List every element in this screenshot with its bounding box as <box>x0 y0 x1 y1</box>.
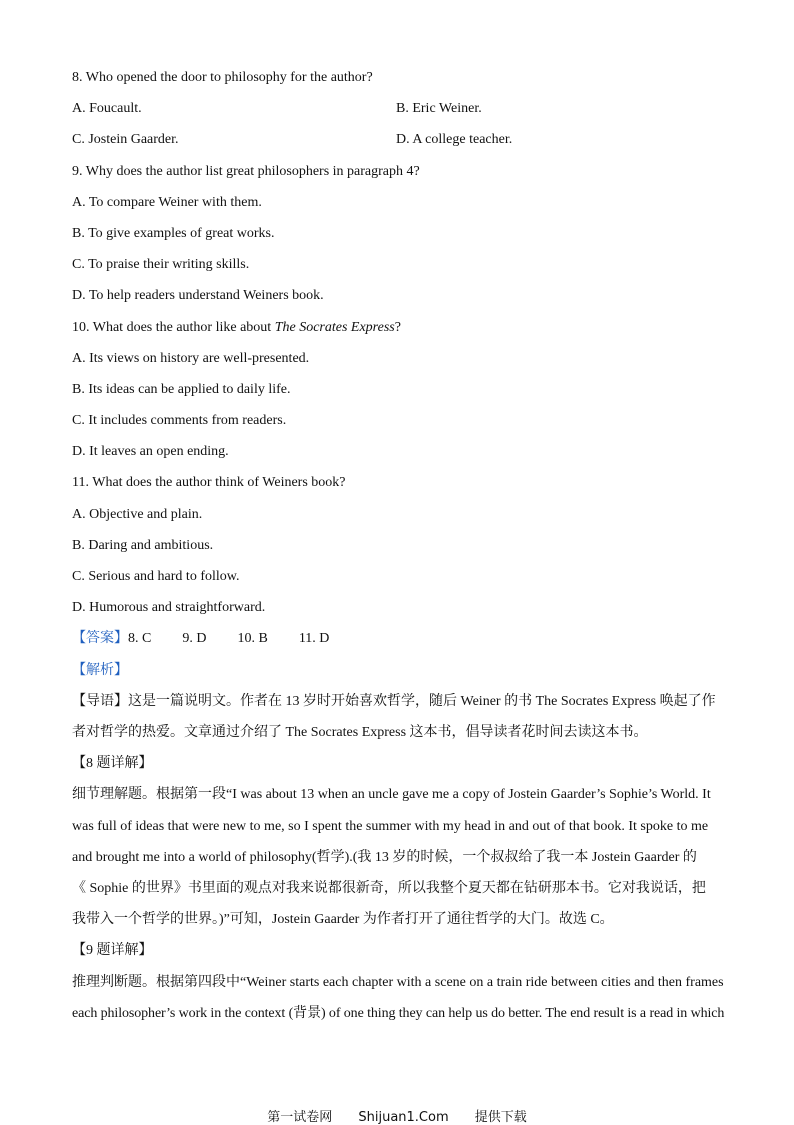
q8-detail-paragraph <box>72 779 724 935</box>
question-9-stem: 9. Why does the author list great philosophers in paragraph 4? <box>72 163 420 179</box>
question-11-option-d: D. Humorous and straightforward. <box>72 600 266 616</box>
question-8-option-d: D. A college teacher. <box>396 132 513 148</box>
q8-detail-line: was full of ideas that were new to me, so I spent the summer with my head in and out of that book. It spoke to me <box>72 818 709 834</box>
analysis-heading: 【解析】 <box>72 662 128 678</box>
question-9-option-a: A. To compare Weiner with them. <box>72 194 262 210</box>
question-9-option-c: C. To praise their writing skills. <box>72 257 250 273</box>
answer-key <box>72 623 724 654</box>
answer-item: 11. D <box>298 631 330 647</box>
q9-detail-line: each philosopher’s work in the context (背景) of one thing they can help us do better. The end result is a read in which <box>72 1005 725 1021</box>
question-10-stem-prefix: 10. What does the author like about <box>72 319 275 335</box>
q9-detail-paragraph <box>72 967 724 1029</box>
intro-line: 【导语】这是一篇说明文。作者在 13 岁时开始喜欢哲学，随后 Weiner 的书 The Socrates Express 唤起了作 <box>72 693 716 709</box>
intro-line: 者对哲学的热爱。文章通过介绍了 The Socrates Express 这本书，倡导读者花时间去读这本书。 <box>72 724 648 740</box>
document-page <box>72 62 724 1029</box>
question-11-option-c: C. Serious and hard to follow. <box>72 569 240 584</box>
q8-detail-line: and brought me into a world of philosophy(哲学).(我 13 岁的时候，一个叔叔给了我一本 Jostein Gaarder 的 <box>72 849 697 865</box>
q9-detail-line: 推理判断题。根据第四段中“Weiner starts each chapter with a scene on a train ride between cities and then frames <box>72 974 724 990</box>
question-11-option-b: B. Daring and ambitious. <box>72 537 214 553</box>
question-8-options-row-2 <box>72 124 724 155</box>
question-10-option-d: D. It leaves an open ending. <box>72 444 229 460</box>
question-10-stem-suffix: ? <box>394 319 401 335</box>
question-11-stem: 11. What does the author think of Weiners book? <box>72 475 346 491</box>
question-8-option-c: C. Jostein Gaarder. <box>72 132 179 148</box>
answer-item: 10. B <box>237 631 268 647</box>
intro-paragraph <box>72 686 724 748</box>
question-10-stem-book-title: The Socrates Express <box>274 319 395 335</box>
answer-item: 9. D <box>182 631 207 647</box>
footer-site-domain: Shijuan1.Com <box>358 1110 449 1125</box>
footer-site-name: 第一试卷网 <box>267 1110 333 1125</box>
page-footer <box>0 1106 794 1125</box>
question-8-option-a: A. Foucault. <box>72 101 142 117</box>
question-10-option-a: A. Its views on history are well-presented. <box>72 350 310 366</box>
question-9-option-b: B. To give examples of great works. <box>72 225 275 241</box>
answer-item: 8. C <box>128 631 152 647</box>
q8-detail-line: 《 Sophie 的世界》书里面的观点对我来说都很新奇，所以我整个夏天都在钻研那本书。它对我说话，把 <box>72 880 706 896</box>
q8-detail-line: 我带入一个哲学的世界。)”可知，Jostein Gaarder 为作者打开了通往哲学的大门。故选 C。 <box>72 912 614 928</box>
q9-detail-heading: 【9 题详解】 <box>72 943 153 959</box>
answer-label: 【答案】 <box>72 631 128 647</box>
question-10-option-c: C. It includes comments from readers. <box>72 413 287 429</box>
question-10-stem <box>72 312 724 343</box>
question-11-option-a: A. Objective and plain. <box>72 506 203 522</box>
question-10-option-b: B. Its ideas can be applied to daily life. <box>72 381 291 397</box>
q8-detail-heading: 【8 题详解】 <box>72 756 153 772</box>
footer-note: 提供下载 <box>474 1110 527 1125</box>
question-8-option-b: B. Eric Weiner. <box>396 101 482 117</box>
question-8-options-row-1 <box>72 93 724 124</box>
question-9-option-d: D. To help readers understand Weiners book. <box>72 288 324 304</box>
q8-detail-line: 细节理解题。根据第一段“I was about 13 when an uncle gave me a copy of Jostein Gaarder’s Sophie’s World. It <box>72 787 711 803</box>
question-8-stem: 8. Who opened the door to philosophy for the author? <box>72 70 373 85</box>
